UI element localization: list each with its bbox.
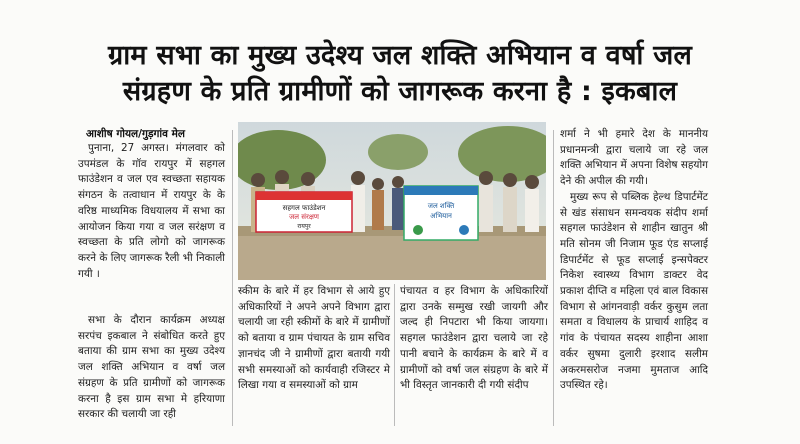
column-divider	[394, 284, 395, 426]
banner-left-text-2: जल संरक्षण	[289, 213, 319, 221]
banner-right-text-2: अभियान	[430, 212, 452, 220]
headline-line-1: ग्राम सभा का मुख्य उदेश्य जल शक्ति अभियान व वर्षा जल	[108, 40, 692, 71]
byline: आशीष गोयल/गुड़गांव मेल	[86, 128, 186, 140]
paragraph-2: सभा के दौरान कार्यक्रम अध्यक्ष सरपंच इकबाल ने संबोधित करते हुए बताया की ग्राम सभा का मुख्य उदेश्य जल शक्ति अभियान व वर्षा जल संग्रहण के प्रति ग्रामीणों को जागरूक करना है इस ग्राम सभा मे हरियाणा सरकार की चलायी जा रही	[78, 314, 225, 421]
paragraph-6: मुख्य रूप से पब्लिक हेल्थ डिपार्टमेंट से खंड संसाधन समन्वयक संदीप शर्मा सहगल फाउंडेशन से शाहीन खातुन श्री मति सोनम जी निजाम फूड एंड सप्लाई डिपार्टमेंट से फूड सप्लाई इन्सपेक्टर निकेश स्वास्थ्य विभाग डाक्टर वेद प्रकाश दीप्ति व महिला एवं बाल विकास विभाग से आंगनवाड़ी वर्कर कुसुम लता समता व विधालय के प्राचार्य शाहिद व गांव के पंचायत सदस्य शाहीना आशा वर्कर सुषमा दुलारी इरशाद सलीम अकरमसरोज नजमा मुमताज आदि उपस्थित रहे।	[560, 190, 708, 392]
banner-left-text-1: सहगल फाउंडेशन	[282, 204, 326, 212]
article-column-1-top	[78, 141, 225, 282]
news-photo	[238, 122, 546, 280]
banner-right	[404, 186, 478, 240]
banner-left-text-3: रायपुर	[297, 223, 311, 230]
banner-left	[256, 192, 352, 232]
article-column-4	[560, 127, 708, 394]
rally-photo-illustration	[238, 122, 546, 280]
column-divider	[553, 130, 554, 426]
column-divider	[232, 130, 233, 426]
banner-right-text-1: जल शक्ति	[427, 202, 455, 210]
headline-line-2: संग्रहण के प्रति ग्रामीणों को जागरूक करना है : इकबाल	[122, 76, 678, 107]
paragraph-4: पंचायत व हर विभाग के अधिकारियों द्वारा उनके सम्मुख रखी जायगी और जल्द ही निपटारा भी किया जायगा। सहगल फाउंडेशन द्वारा चलाये जा रहे पानी बचाने के कार्यक्रम के बारे में व ग्रामीणों को वर्षा जल संग्रहण के बारे में भी विस्तृत जानकारी दी गयी संदीप	[400, 285, 548, 392]
paragraph-3: स्कीम के बारे में हर विभाग से आये हुए अधिकारियों ने अपने अपने विभाग द्वारा चलायी जा रही स्कीमों के बारे में ग्रामीणों को बताया व ग्राम पंचायत के ग्राम सचिव ज्ञानचंद जी ने ग्रामीणों द्वारा बतायी गयी सभी समस्याओं को कार्यवाही रजिस्टर मे लिखा गया व समस्याओं को ग्राम	[238, 285, 390, 392]
article-column-3	[400, 284, 548, 394]
paragraph-5: शर्मा ने भी हमारे देश के माननीय प्रधानमन्त्री द्वारा चलाये जा रहे जल शक्ति अभियान में अपना विशेष सहयोग देने की अपील की गयी।	[560, 128, 708, 188]
article-column-1-bottom	[78, 313, 225, 423]
headline	[50, 38, 750, 110]
paragraph-1: पुनाना, 27 अगस्त। मंगलवार को उपमंडल के गॉव रायपुर में सहगल फाउंडेशन व जल एव स्वच्छता सहायक संगठन के तत्वाधान में रायपुर के के वरिष्ठ माध्यमिक विधयालय में सभा का आयोजन किया गया व जल सरंक्षण व स्वच्छता के प्रति लोगो को जागरूक करने के लिए जागरूक रैली भी निकाली गयी ।	[78, 142, 225, 280]
article-column-2	[238, 284, 390, 394]
